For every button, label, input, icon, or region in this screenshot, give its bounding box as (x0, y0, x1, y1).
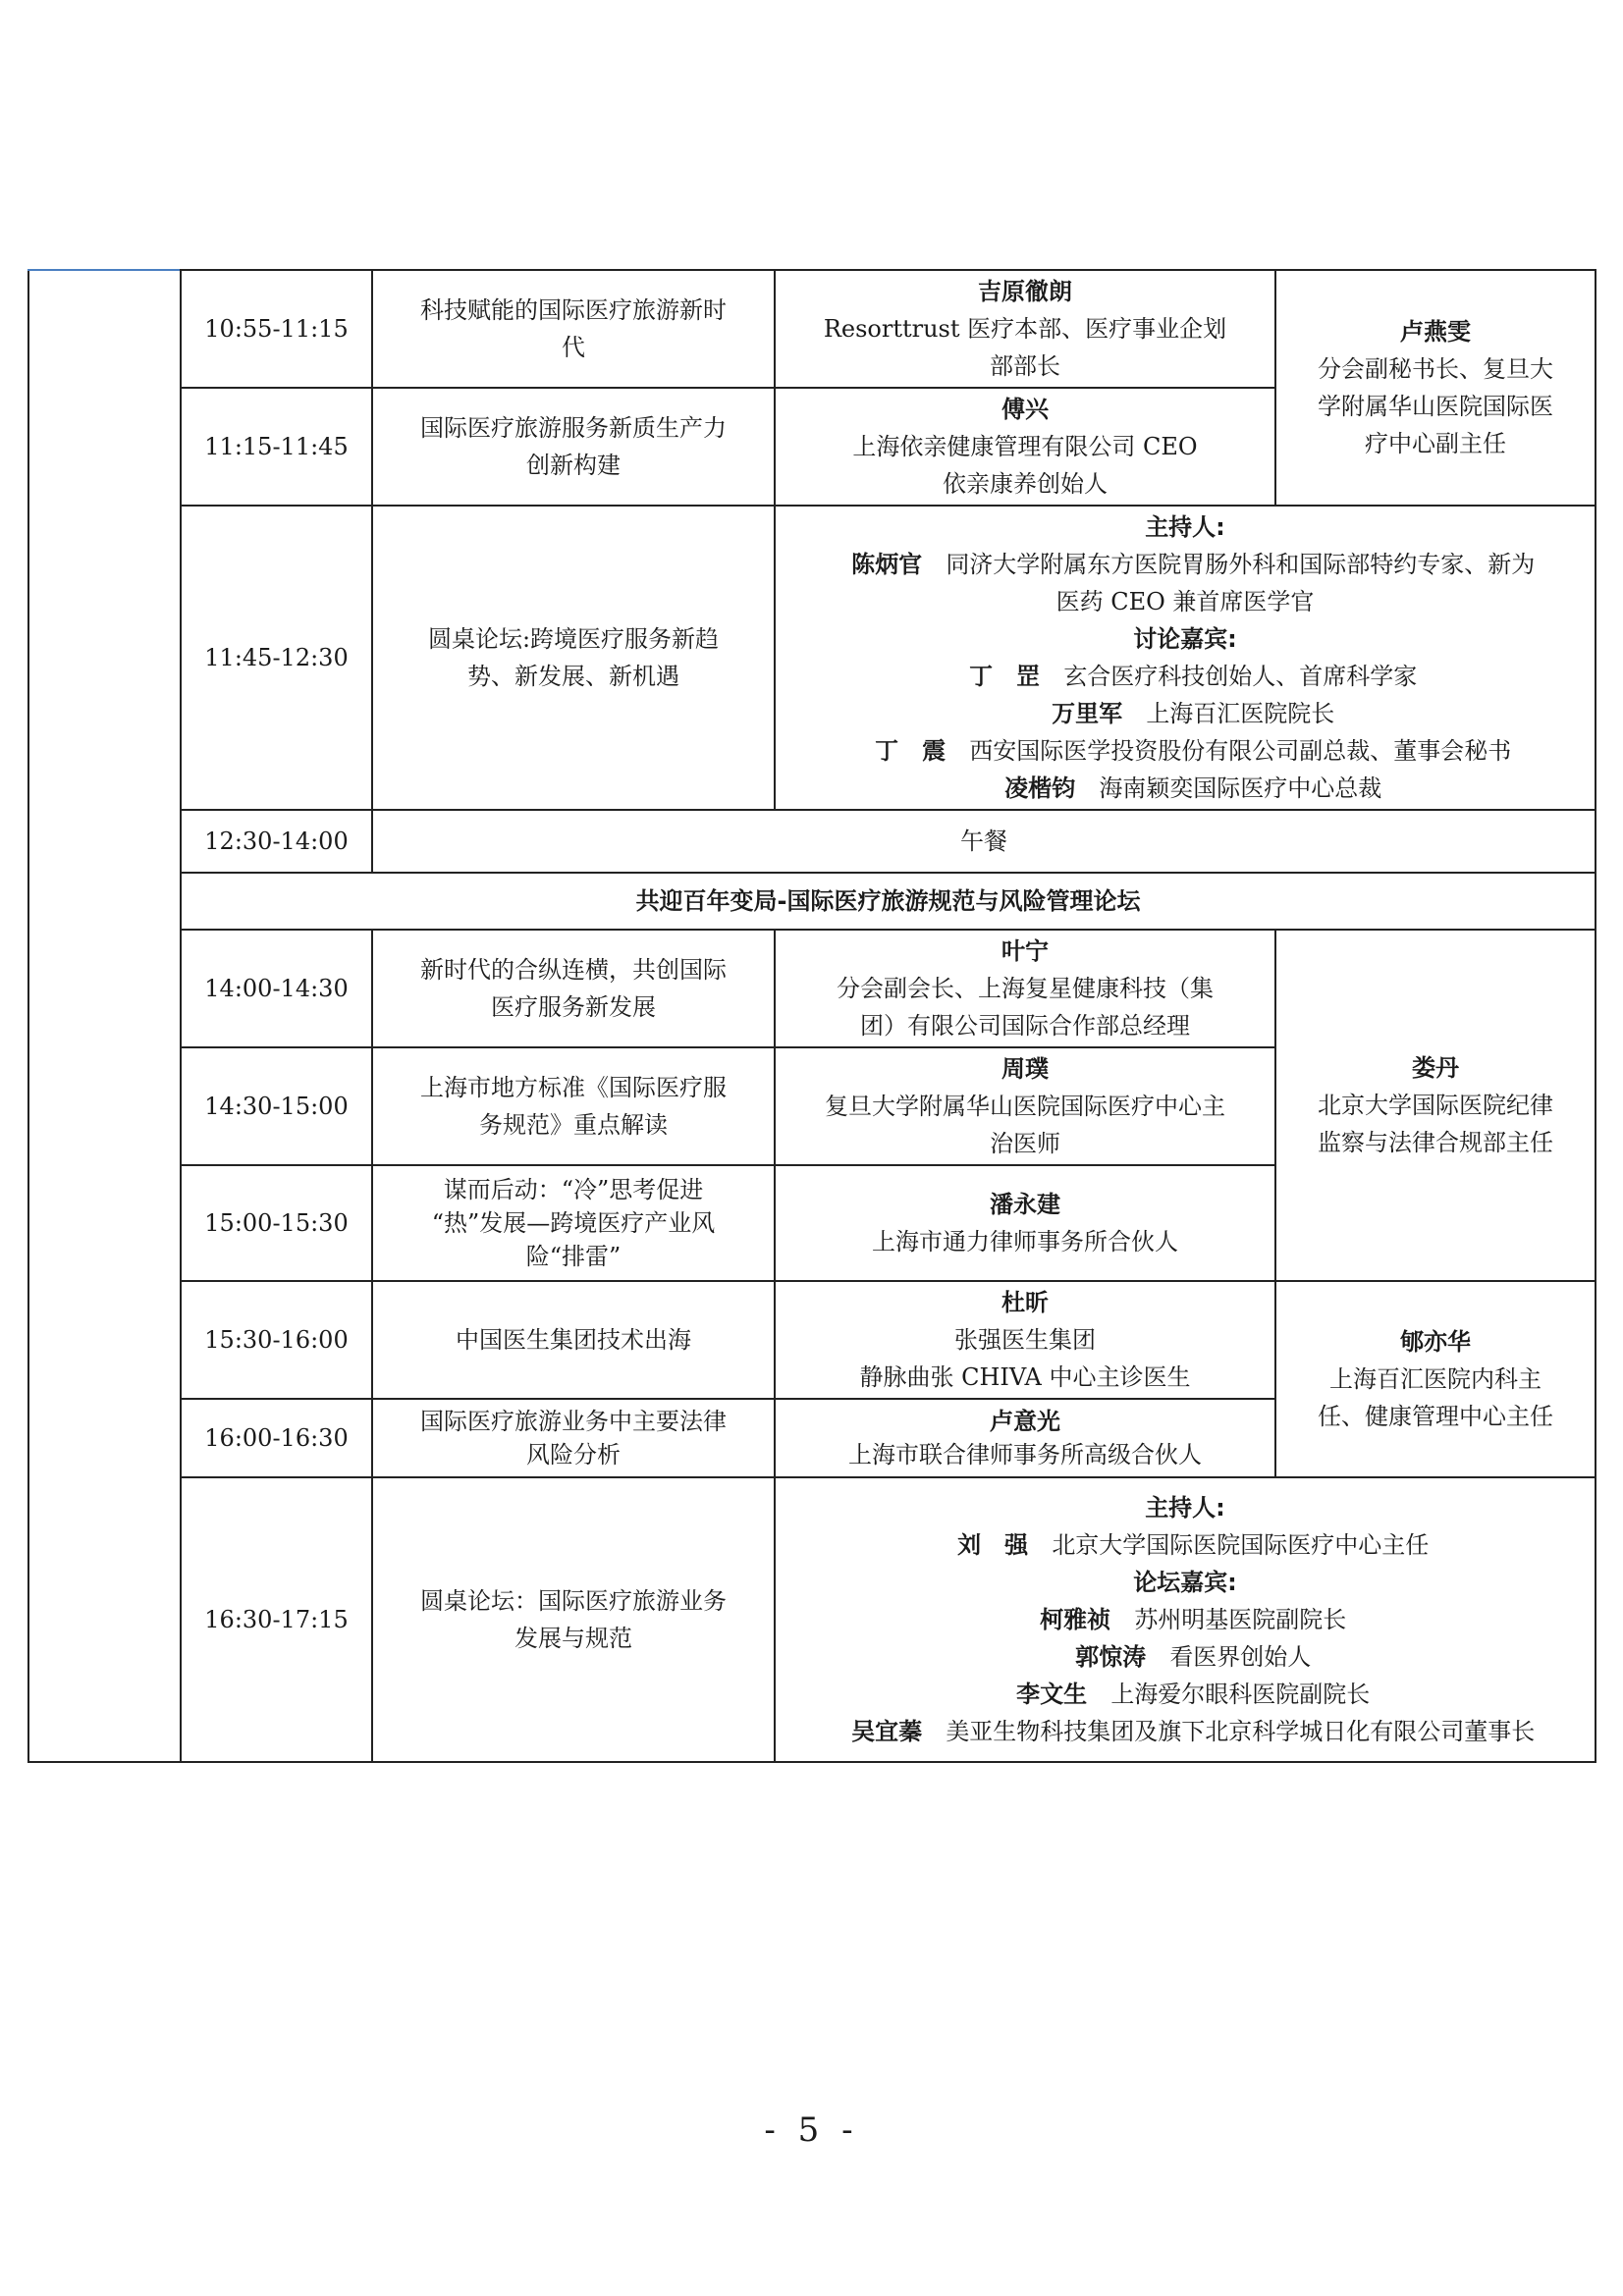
speaker-cell: 杜昕 张强医生集团 静脉曲张 CHIVA 中心主诊医生 (775, 1281, 1275, 1399)
time-cell: 12:30-14:00 (181, 810, 372, 873)
section-title: 共迎百年变局-国际医疗旅游规范与风险管理论坛 (181, 873, 1596, 930)
topic-cell: 中国医生集团技术出海 (372, 1281, 775, 1399)
topic-cell: 国际医疗旅游服务新质生产力 创新构建 (372, 388, 775, 506)
speaker-cell: 吉原徹朗 Resorttrust 医疗本部、医疗事业企划 部部长 (775, 270, 1275, 388)
topic-cell: 科技赋能的国际医疗旅游新时 代 (372, 270, 775, 388)
host-cell: 郇亦华 上海百汇医院内科主 任、健康管理中心主任 (1275, 1281, 1596, 1477)
forum-cell: 主持人: 陈炳官 同济大学附属东方医院胃肠外科和国际部特约专家、新为 医药 CEO 兼首席医学官 讨论嘉宾: 丁 罡 玄合医疗科技创始人、首席科学家 万里军 上海百汇医院院长 丁 震 西安国际医学投资股份有限公司副总裁、董事会秘书 凌楷钧 海南颖奕国际医疗中心总裁 (775, 506, 1596, 810)
speaker-cell: 叶宁 分会副会长、上海复星健康科技（集 团）有限公司国际合作部总经理 (775, 930, 1275, 1047)
time-cell: 16:30-17:15 (181, 1477, 372, 1762)
speaker-cell: 周璞 复旦大学附属华山医院国际医疗中心主 治医师 (775, 1047, 1275, 1165)
page-number: - 5 - (764, 2110, 859, 2150)
time-cell: 11:45-12:30 (181, 506, 372, 810)
host-cell: 娄丹 北京大学国际医院纪律 监察与法律合规部主任 (1275, 930, 1596, 1281)
topic-cell: 上海市地方标准《国际医疗服 务规范》重点解读 (372, 1047, 775, 1165)
speaker-cell: 傅兴 上海依亲健康管理有限公司 CEO 依亲康养创始人 (775, 388, 1275, 506)
lunch-cell: 午餐 (372, 810, 1596, 873)
time-cell: 16:00-16:30 (181, 1399, 372, 1477)
host-cell: 卢燕雯 分会副秘书长、复旦大 学附属华山医院国际医 疗中心副主任 (1275, 270, 1596, 506)
topic-cell: 圆桌论坛:跨境医疗服务新趋 势、新发展、新机遇 (372, 506, 775, 810)
forum-cell: 主持人: 刘 强 北京大学国际医院国际医疗中心主任 论坛嘉宾: 柯雅祯 苏州明基医院副院长 郭惊涛 看医界创始人 李文生 上海爱尔眼科医院副院长 吴宜蓁 美亚生物科技集团及旗下北京科学城日化有限公司董事长 (775, 1477, 1596, 1762)
topic-cell: 新时代的合纵连横，共创国际 医疗服务新发展 (372, 930, 775, 1047)
time-cell: 11:15-11:45 (181, 388, 372, 506)
agenda-table (27, 269, 1596, 1763)
time-cell: 14:30-15:00 (181, 1047, 372, 1165)
blank-column (28, 270, 181, 1762)
topic-cell: 国际医疗旅游业务中主要法律 风险分析 (372, 1399, 775, 1477)
topic-cell: 谋而后动：“冷”思考促进 “热”发展—跨境医疗产业风 险“排雷” (372, 1165, 775, 1281)
time-cell: 15:00-15:30 (181, 1165, 372, 1281)
time-cell: 15:30-16:00 (181, 1281, 372, 1399)
time-cell: 14:00-14:30 (181, 930, 372, 1047)
speaker-cell: 潘永建 上海市通力律师事务所合伙人 (775, 1165, 1275, 1281)
speaker-cell: 卢意光 上海市联合律师事务所高级合伙人 (775, 1399, 1275, 1477)
time-cell: 10:55-11:15 (181, 270, 372, 388)
topic-cell: 圆桌论坛：国际医疗旅游业务 发展与规范 (372, 1477, 775, 1762)
